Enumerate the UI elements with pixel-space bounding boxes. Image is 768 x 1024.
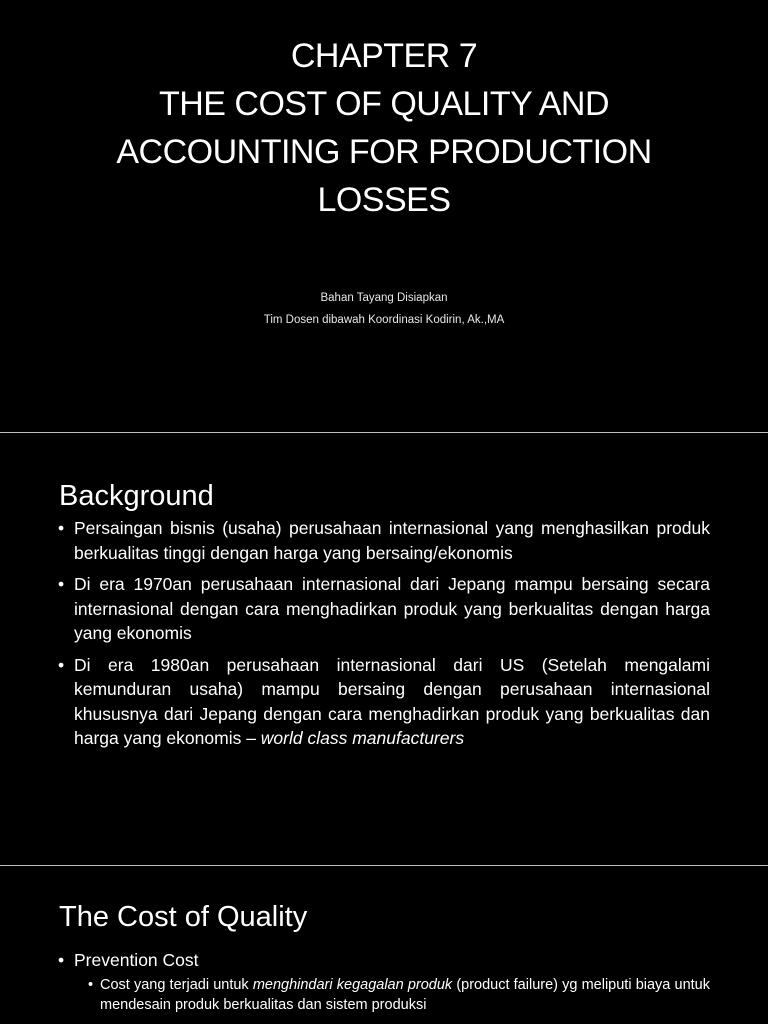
subtitle-line-1: Bahan Tayang Disiapkan [320,292,448,304]
cost-of-quality-slide [0,866,768,1024]
sub-bullet-list [88,975,710,1015]
title-line-2: THE COST OF QUALITY AND [158,85,610,123]
slide-heading: Background [59,480,214,512]
bullet-italic-text: world class manufacturers [260,728,465,748]
subtitle [40,287,728,331]
background-slide [0,433,768,865]
bullet-text: Di era 1970an perusahaan internasional dari Jepang mampu bersaing secara internasional dengan cara menghadirkan produk yang berkualitas dengan harga yang ekonomis [74,574,710,643]
sub-bullet-text: Cost yang terjadi untuk [100,976,253,993]
bullet-item [58,948,710,1015]
title-line-1: CHAPTER 7 [290,37,478,75]
bullet-list [58,948,710,1022]
title-line-4: LOSSES [317,181,451,219]
bullet-item [58,572,710,646]
bullet-text: Persaingan bisnis (usaha) perusahaan internasional yang menghasilkan produk berkualitas tinggi dengan harga yang bersaing/ekonomis [74,518,710,563]
sub-bullet-italic: menghindari kegagalan produk [252,976,453,993]
slide-heading: The Cost of Quality [59,901,308,933]
bullet-text: Prevention Cost [74,950,199,970]
bullet-item [58,516,710,565]
title-line-3: ACCOUNTING FOR PRODUCTION [116,133,652,171]
title-slide [0,0,768,432]
chapter-title [40,32,728,224]
sub-bullet-item [88,975,710,1015]
bullet-text: Di era 1980an perusahaan internasional dari US (Setelah mengalami kemunduran usaha) mampu bersaing dengan perusahaan internasional khususnya dari Jepang dengan cara menghadirkan produk yang berkualitas dan harga yang ekonomis – [74,654,710,748]
subtitle-line-2: Tim Dosen dibawah Koordinasi Kodirin, Ak.,MA [263,314,505,326]
bullet-item [58,653,710,751]
sub-bullet-text-2: (product failure) yg meliputi biaya untuk mendesain produk berkualitas dan sistem produksi [100,976,710,1013]
bullet-list [58,516,710,758]
